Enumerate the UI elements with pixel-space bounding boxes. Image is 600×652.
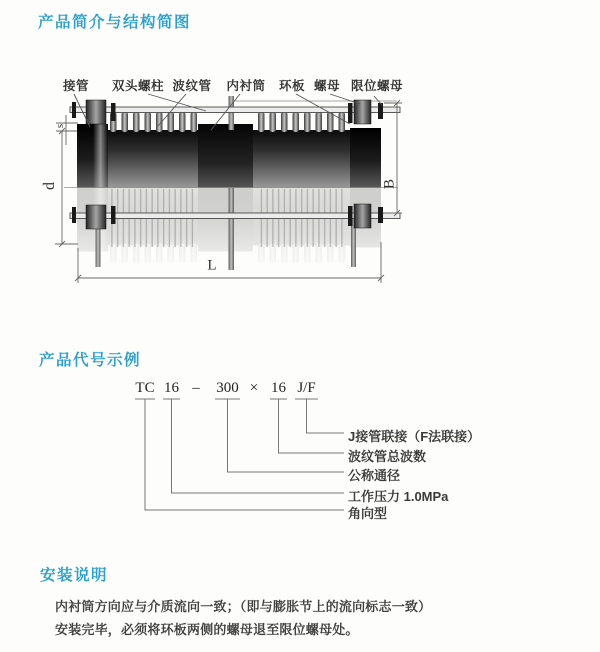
code-token-pressure: 16 [164, 380, 179, 396]
part-label-luomu: 螺母 [313, 79, 341, 93]
code-annotation-type: 角向型 [348, 506, 388, 521]
code-token-connection: J/F [297, 380, 316, 396]
code-token-dash: – [192, 380, 200, 396]
section-title-install: 安装说明 [40, 567, 109, 584]
code-annotation-pressure: 工作压力 1.0MPa [348, 489, 449, 504]
part-label-xianweiluomu: 限位螺母 [350, 79, 404, 93]
code-token-diameter: 300 [216, 380, 239, 396]
code-annotation-diameter: 公称通径 [348, 468, 401, 483]
code-branch-lines [135, 399, 344, 510]
install-note-line1: 内衬筒方向应与介质流向一致；（即与膨胀节上的流向标志一致） [55, 599, 432, 614]
part-label-shuangtouluozhu: 双头螺柱 [111, 79, 165, 93]
code-token-type: TC [135, 380, 155, 396]
part-label-neichentong: 内衬筒 [226, 79, 266, 93]
code-annotation-waves: 波纹管总波数 [348, 449, 427, 464]
part-label-huanban: 环板 [278, 79, 306, 93]
section-title-code: 产品代号示例 [39, 352, 142, 369]
dim-label-B: B [381, 178, 398, 190]
dim-label-L: L [207, 257, 217, 274]
dim-label-d: d [41, 182, 58, 190]
dim-label-s: s [54, 123, 66, 129]
part-label-bowenguan: 波纹管 [172, 79, 212, 93]
section-title-intro: 产品简介与结构简图 [38, 14, 192, 31]
code-token-waves: 16 [271, 380, 286, 396]
code-token-times: × [249, 380, 259, 396]
code-annotation-connection: J接管联接（F法联接） [348, 429, 481, 444]
part-label-jieguan: 接管 [62, 79, 90, 93]
install-note-line2: 安装完毕，必须将环板两侧的螺母退至限位螺母处。 [55, 622, 359, 637]
